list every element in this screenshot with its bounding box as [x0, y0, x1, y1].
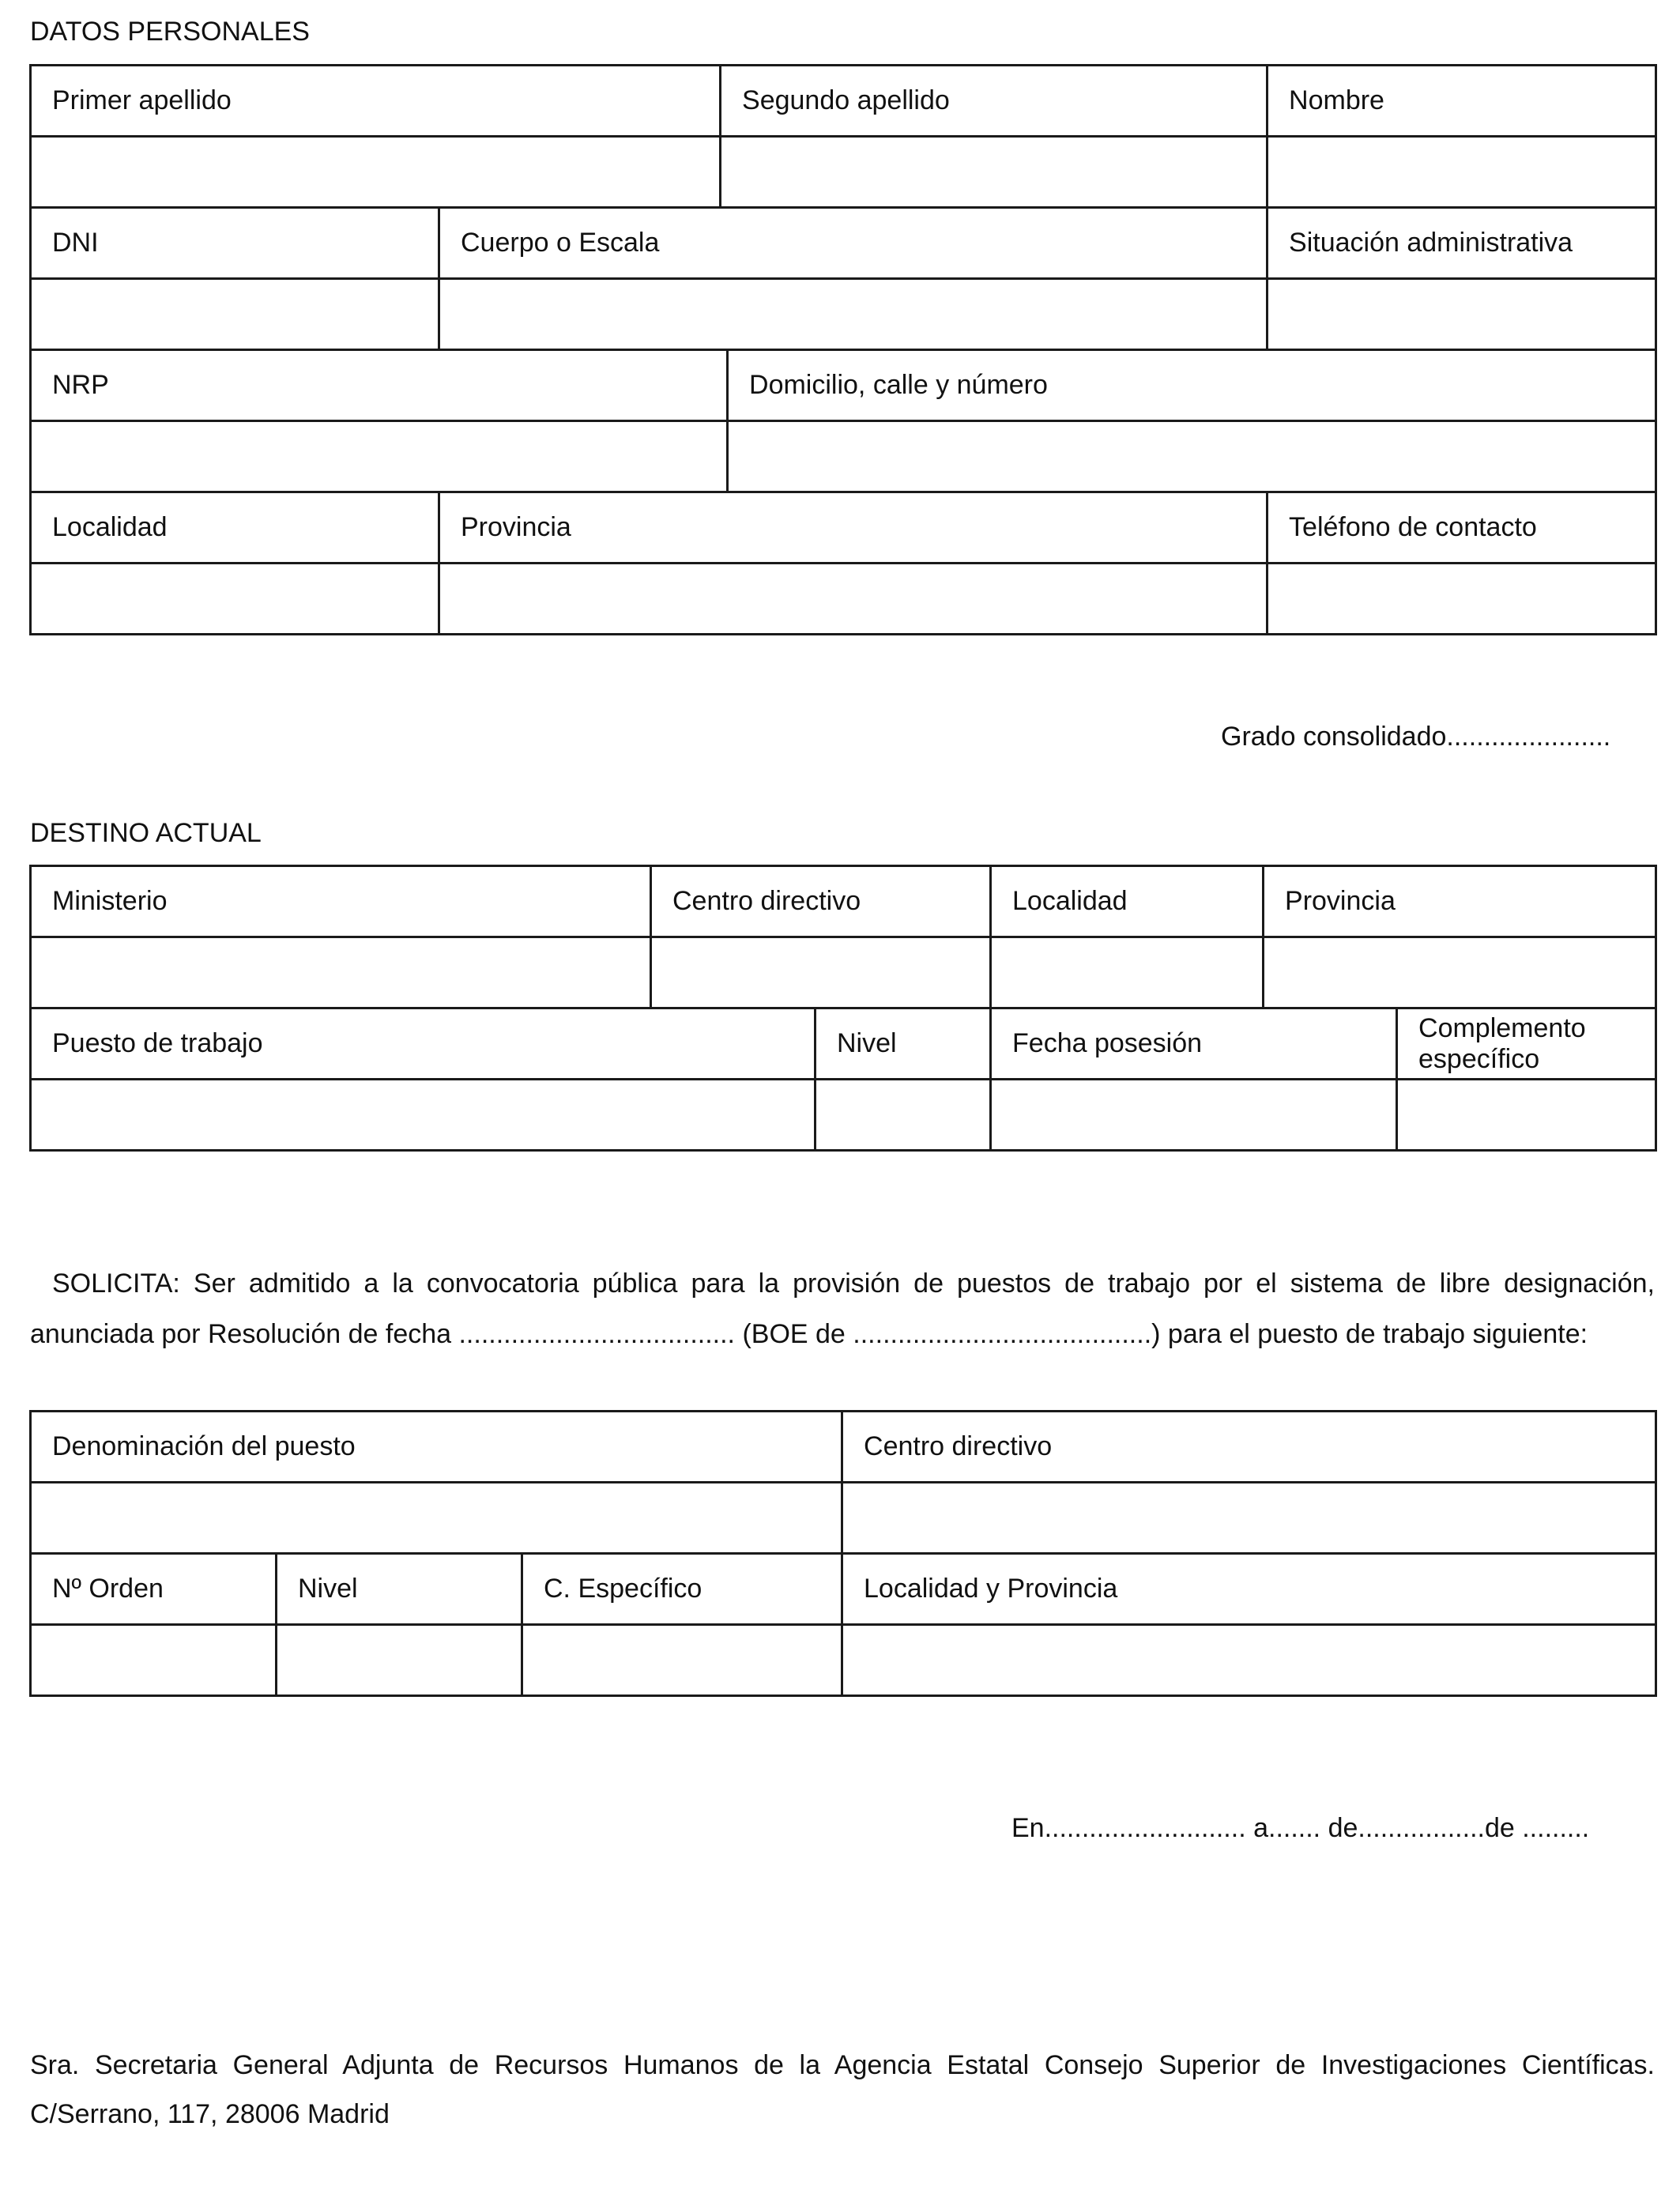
- field-situacion-administrativa[interactable]: [1268, 279, 1656, 350]
- label-puesto-trabajo: Puesto de trabajo: [31, 1008, 816, 1080]
- requested-post-table: [29, 1410, 1657, 1697]
- field-domicilio[interactable]: [728, 421, 1656, 492]
- field-localidad[interactable]: [31, 564, 439, 635]
- field-provincia[interactable]: [439, 564, 1268, 635]
- label-complemento-especifico: Complemento específico: [1397, 1008, 1656, 1080]
- label-domicilio: Domicilio, calle y número: [728, 350, 1656, 421]
- label-situacion-administrativa: Situación administrativa: [1268, 208, 1656, 279]
- solicita-paragraph: SOLICITA: Ser admitido a la convocatoria pública para la provisión de puestos de trabajo por el sistema de libre designación, anunciada por Resolución de fecha ..................................... (BOE de ........................................) para el puesto de trabajo siguiente:: [30, 1269, 1655, 1349]
- field-n-orden[interactable]: [31, 1625, 277, 1696]
- field-localidad-provincia[interactable]: [842, 1625, 1656, 1696]
- label-localidad-provincia: Localidad y Provincia: [842, 1554, 1656, 1625]
- label-nombre: Nombre: [1268, 66, 1656, 137]
- field-centro-directivo-puesto[interactable]: [842, 1483, 1656, 1554]
- section-title-destino-actual: DESTINO ACTUAL: [30, 818, 262, 848]
- field-segundo-apellido[interactable]: [721, 137, 1268, 208]
- field-nivel[interactable]: [816, 1080, 991, 1151]
- label-dni: DNI: [31, 208, 439, 279]
- field-centro-directivo[interactable]: [651, 937, 991, 1008]
- field-nrp[interactable]: [31, 421, 728, 492]
- label-segundo-apellido: Segundo apellido: [721, 66, 1268, 137]
- field-dni[interactable]: [31, 279, 439, 350]
- label-ministerio: Ministerio: [31, 866, 651, 937]
- field-localidad-destino[interactable]: [991, 937, 1264, 1008]
- label-centro-directivo-puesto: Centro directivo: [842, 1412, 1656, 1483]
- label-fecha-posesion: Fecha posesión: [991, 1008, 1397, 1080]
- label-provincia: Provincia: [439, 492, 1268, 564]
- label-n-orden: Nº Orden: [31, 1554, 277, 1625]
- label-denominacion-puesto: Denominación del puesto: [31, 1412, 842, 1483]
- field-primer-apellido[interactable]: [31, 137, 721, 208]
- label-centro-directivo: Centro directivo: [651, 866, 991, 937]
- field-complemento-especifico[interactable]: [1397, 1080, 1656, 1151]
- current-post-table: [29, 865, 1657, 1152]
- field-cuerpo-escala[interactable]: [439, 279, 1268, 350]
- field-provincia-destino[interactable]: [1264, 937, 1656, 1008]
- label-provincia-destino: Provincia: [1264, 866, 1656, 937]
- personal-data-table: [29, 64, 1657, 635]
- field-puesto-trabajo[interactable]: [31, 1080, 816, 1151]
- label-cuerpo-escala: Cuerpo o Escala: [439, 208, 1268, 279]
- label-nivel: Nivel: [816, 1008, 991, 1080]
- grado-consolidado: Grado consolidado......................: [1221, 722, 1611, 752]
- label-nrp: NRP: [31, 350, 728, 421]
- field-fecha-posesion[interactable]: [991, 1080, 1397, 1151]
- label-localidad-destino: Localidad: [991, 866, 1264, 937]
- field-telefono[interactable]: [1268, 564, 1656, 635]
- label-telefono: Teléfono de contacto: [1268, 492, 1656, 564]
- label-primer-apellido: Primer apellido: [31, 66, 721, 137]
- fecha-lugar: En........................... a....... de.................de .........: [1011, 1813, 1590, 1843]
- field-ministerio[interactable]: [31, 937, 651, 1008]
- field-nivel-puesto[interactable]: [277, 1625, 522, 1696]
- field-c-especifico[interactable]: [522, 1625, 842, 1696]
- label-localidad: Localidad: [31, 492, 439, 564]
- label-c-especifico: C. Específico: [522, 1554, 842, 1625]
- field-nombre[interactable]: [1268, 137, 1656, 208]
- section-title-datos-personales: DATOS PERSONALES: [30, 17, 310, 47]
- destinatario: Sra. Secretaria General Adjunta de Recursos Humanos de la Agencia Estatal Consejo Superior de Investigaciones Científicas. C/Serrano, 117, 28006 Madrid: [30, 2050, 1655, 2129]
- label-nivel-puesto: Nivel: [277, 1554, 522, 1625]
- field-denominacion-puesto[interactable]: [31, 1483, 842, 1554]
